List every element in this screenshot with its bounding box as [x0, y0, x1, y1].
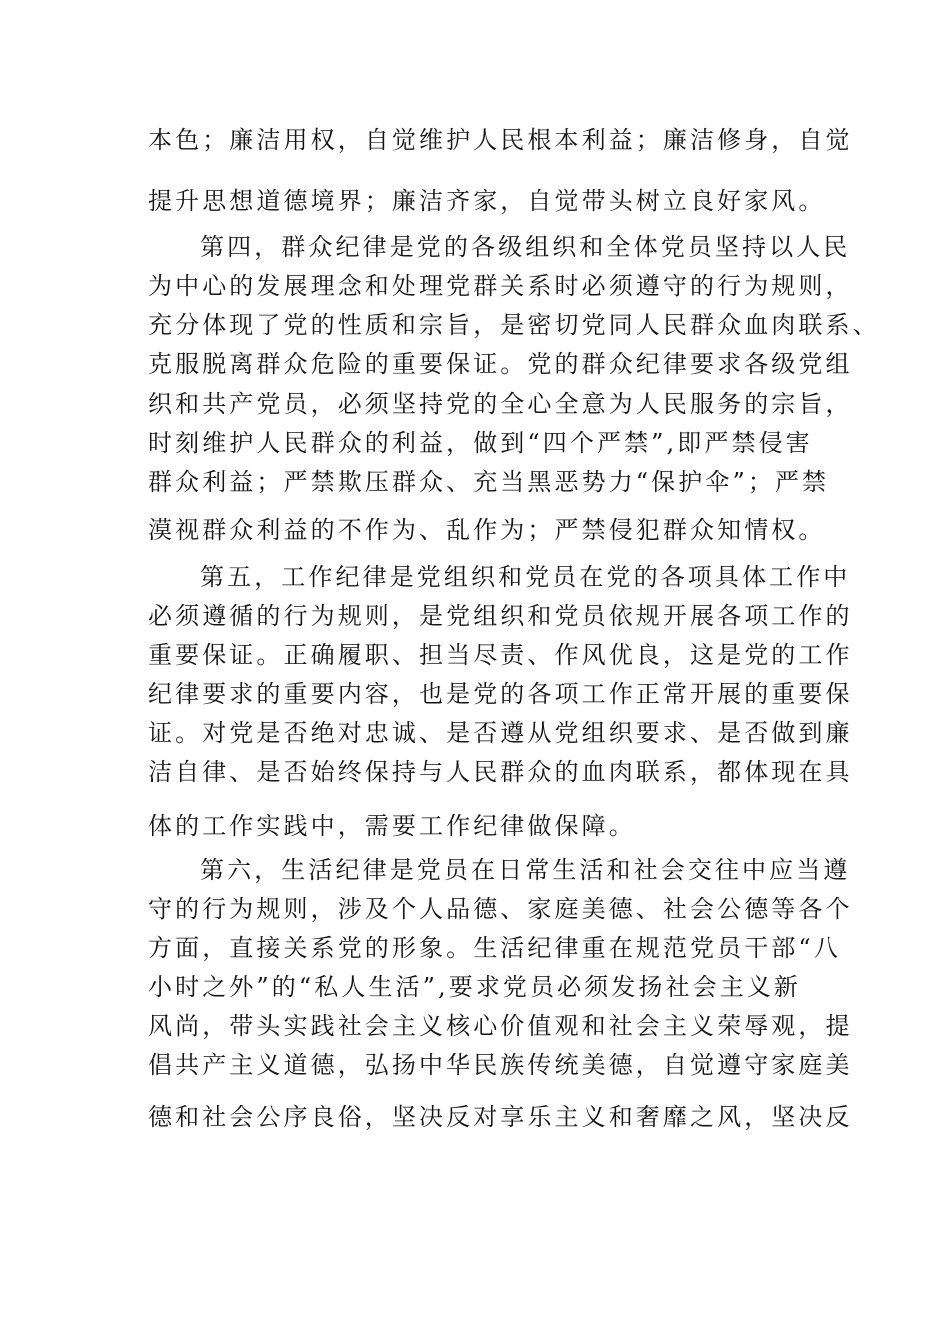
text-line: 克服脱离群众危险的重要保证。党的群众纪律要求各级党组	[148, 350, 853, 378]
text-line: 守的行为规则，涉及个人品德、家庭美德、社会公德等各个	[148, 895, 853, 923]
text-line: 时刻维护人民群众的利益，做到“四个严禁”,即严禁侵害	[148, 429, 813, 457]
text-line: 充分体现了党的性质和宗旨，是密切党同人民群众血肉联系、	[148, 311, 880, 339]
paragraph-5-first-line: 第五，工作纪律是党组织和党员在党的各项具体工作中	[200, 563, 851, 591]
text-line: 为中心的发展理念和处理党群关系时必须遵守的行为规则，	[148, 272, 853, 300]
text-line: 体的工作实践中，需要工作纪律做保障。	[148, 812, 636, 840]
paragraph-6-first-line: 第六，生活纪律是党员在日常生活和社会交往中应当遵	[200, 856, 851, 884]
text-line: 倡共产主义道德，弘扬中华民族传统美德，自觉遵守家庭美	[148, 1051, 853, 1079]
text-line: 织和共产党员，必须坚持党的全心全意为人民服务的宗旨，	[148, 390, 853, 418]
text-line: 群众利益；严禁欺压群众、充当黑恶势力“保护伞”；严禁	[148, 468, 830, 496]
text-line: 洁自律、是否始终保持与人民群众的血肉联系，都体现在具	[148, 758, 853, 786]
text-line: 风尚，带头实践社会主义核心价值观和社会主义荣辱观，提	[148, 1012, 853, 1040]
text-line: 小时之外”的“私人生活”,要求党员必须发扬社会主义新	[148, 973, 802, 1001]
text-line: 证。对党是否绝对忠诚、是否遵从党组织要求、是否做到廉	[148, 719, 853, 747]
text-line: 重要保证。正确履职、担当尽责、作风优良，这是党的工作	[148, 641, 853, 669]
text-line: 方面，直接关系党的形象。生活纪律重在规范党员干部“八	[148, 934, 841, 962]
paragraph-4-first-line: 第四，群众纪律是党的各级组织和全体党员坚持以人民	[200, 233, 851, 261]
text-line: 纪律要求的重要内容，也是党的各项工作正常开展的重要保	[148, 680, 853, 708]
text-line: 提升思想道德境界；廉洁齐家，自觉带头树立良好家风。	[148, 187, 826, 215]
text-line: 必须遵循的行为规则，是党组织和党员依规开展各项工作的	[148, 602, 853, 630]
text-line: 德和社会公序良俗，坚决反对享乐主义和奢靡之风，坚决反	[148, 1103, 853, 1131]
text-line: 本色；廉洁用权，自觉维护人民根本利益；廉洁修身，自觉	[148, 126, 853, 154]
text-line: 漠视群众利益的不作为、乱作为；严禁侵犯群众知情权。	[148, 516, 826, 544]
